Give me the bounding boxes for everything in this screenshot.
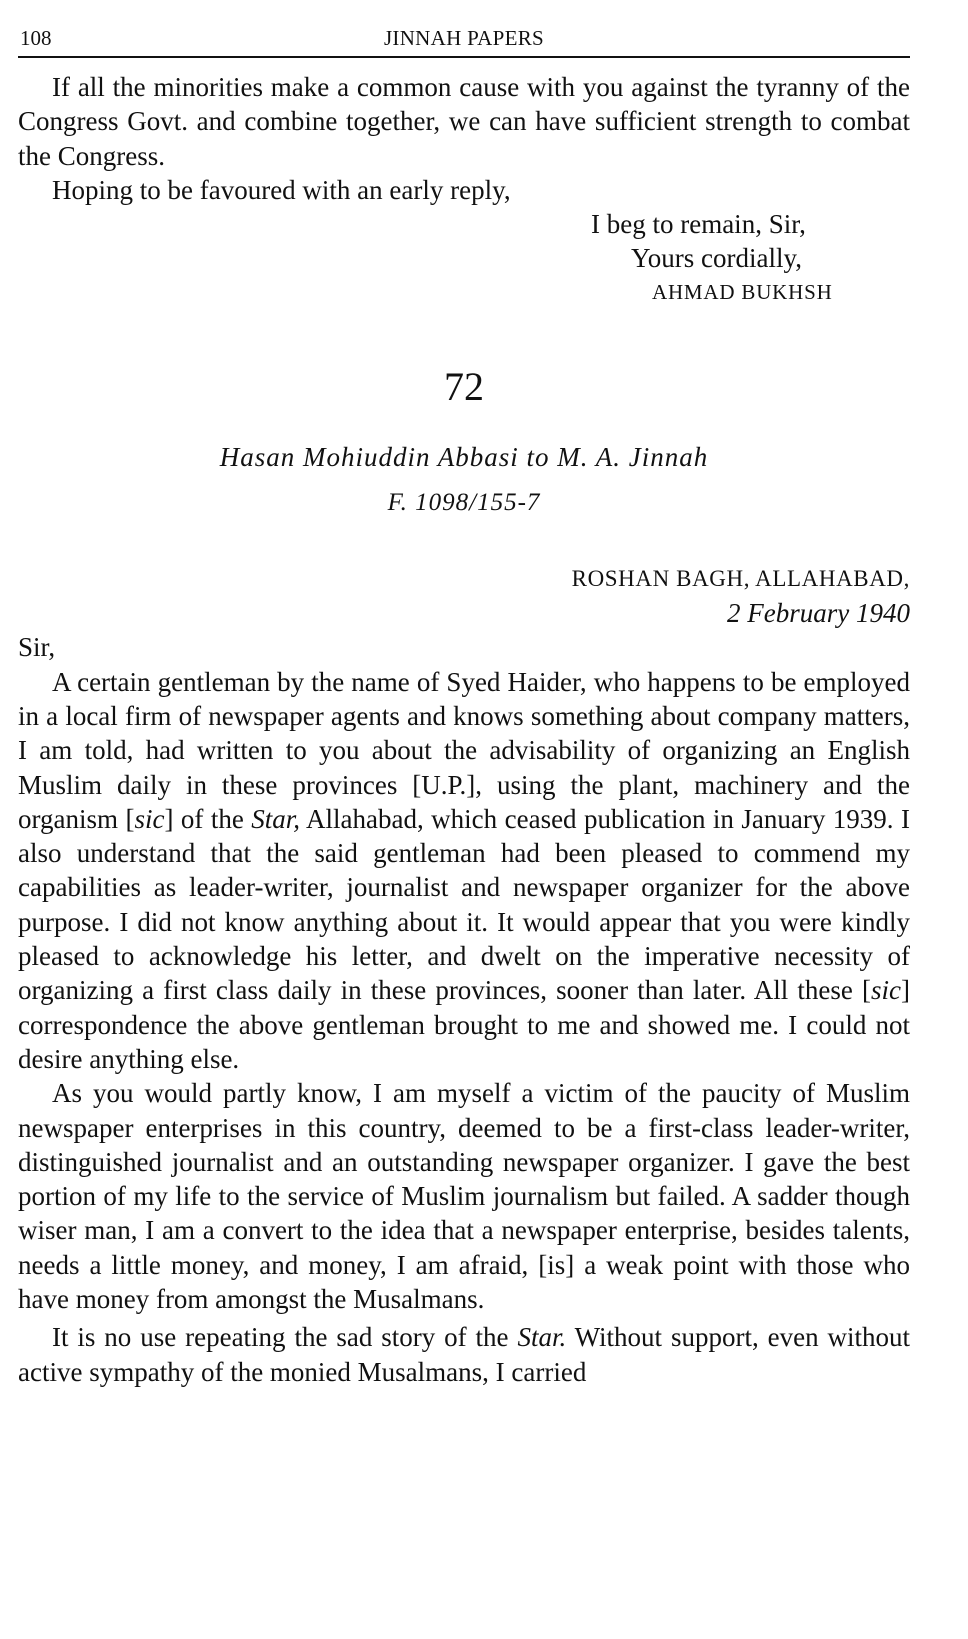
previous-letter-paragraph: If all the minorities make a common cause with you against the tyranny of the Congress Govt. and combine together, we can have sufficient strength to combat the Congress. <box>18 72 910 171</box>
closing-line: I beg to remain, Sir, <box>591 209 806 240</box>
document-number: 72 <box>444 363 484 409</box>
text-run: Without support, even without active sympathy of the monied Musalmans, I carried <box>18 1322 910 1387</box>
text-run: It is no use repeating the sad story of the <box>52 1322 518 1353</box>
text-run-italic: Star. <box>517 1322 567 1353</box>
document-title: Hasan Mohiuddin Abbasi to M. A. Jinnah <box>219 441 709 472</box>
letter-date: 2 February 1940 <box>727 598 910 629</box>
text-run-italic: sic <box>871 975 901 1006</box>
text-run: Allahabad, which ceased publication in January 1939. I also understand that the said gentleman had been pleased to commend my capabilities as leader-writer, journalist and newspaper organizer for the above purpose. I did not know anything about it. It would appear that you were kindly pleased to acknowledge his letter, and dwelt on the imperative necessity of organizing a first class daily in these provinces, sooner than later. All these [ <box>18 803 910 1006</box>
letter-paragraph <box>18 665 910 1077</box>
text-run: ] of the <box>164 803 252 834</box>
text-run-italic: Star, <box>251 803 301 834</box>
text-run: A certain gentleman by the name of Syed Haider, who happens to be employed in a local firm of newspaper agents and knows something about company matters, I am told, had written to you about the advisability of organizing an English Muslim daily in these provinces [U.P.], using the plant, machinery and the organism [ <box>18 666 910 834</box>
letter-address: ROSHAN BAGH, ALLAHABAD, <box>571 566 910 592</box>
closing-line: Yours cordially, <box>631 243 803 274</box>
text-run-italic: sic <box>134 803 165 834</box>
running-head: JINNAH PAPERS <box>383 26 545 50</box>
book-page <box>18 22 910 1389</box>
document-reference: F. 1098/155-7 <box>387 489 541 517</box>
letter-paragraph <box>18 1320 910 1389</box>
signer-name: AHMAD BUKHSH <box>652 279 833 304</box>
text-run: ] correspondence the above gentleman brought to me and showed me. I could not desire anything else. <box>18 975 910 1074</box>
salutation: Sir, <box>18 632 56 663</box>
page-number: 108 <box>20 26 52 50</box>
letter-paragraph: As you would partly know, I am myself a victim of the paucity of Muslim newspaper enterprises in this country, deemed to be a first-class leader-writer, distinguished journalist and an outstanding newspaper organizer. I gave the best portion of my life to the service of Muslim journalism but failed. A sadder though wiser man, I am a convert to the idea that a newspaper enterprise, besides talents, needs a little money, and money, I am afraid, [is] a weak point with those who have money from amongst the Musalmans. <box>18 1078 910 1315</box>
previous-letter-paragraph: Hoping to be favoured with an early reply, <box>52 174 511 205</box>
page-header <box>18 22 910 58</box>
page-body <box>18 70 910 1389</box>
